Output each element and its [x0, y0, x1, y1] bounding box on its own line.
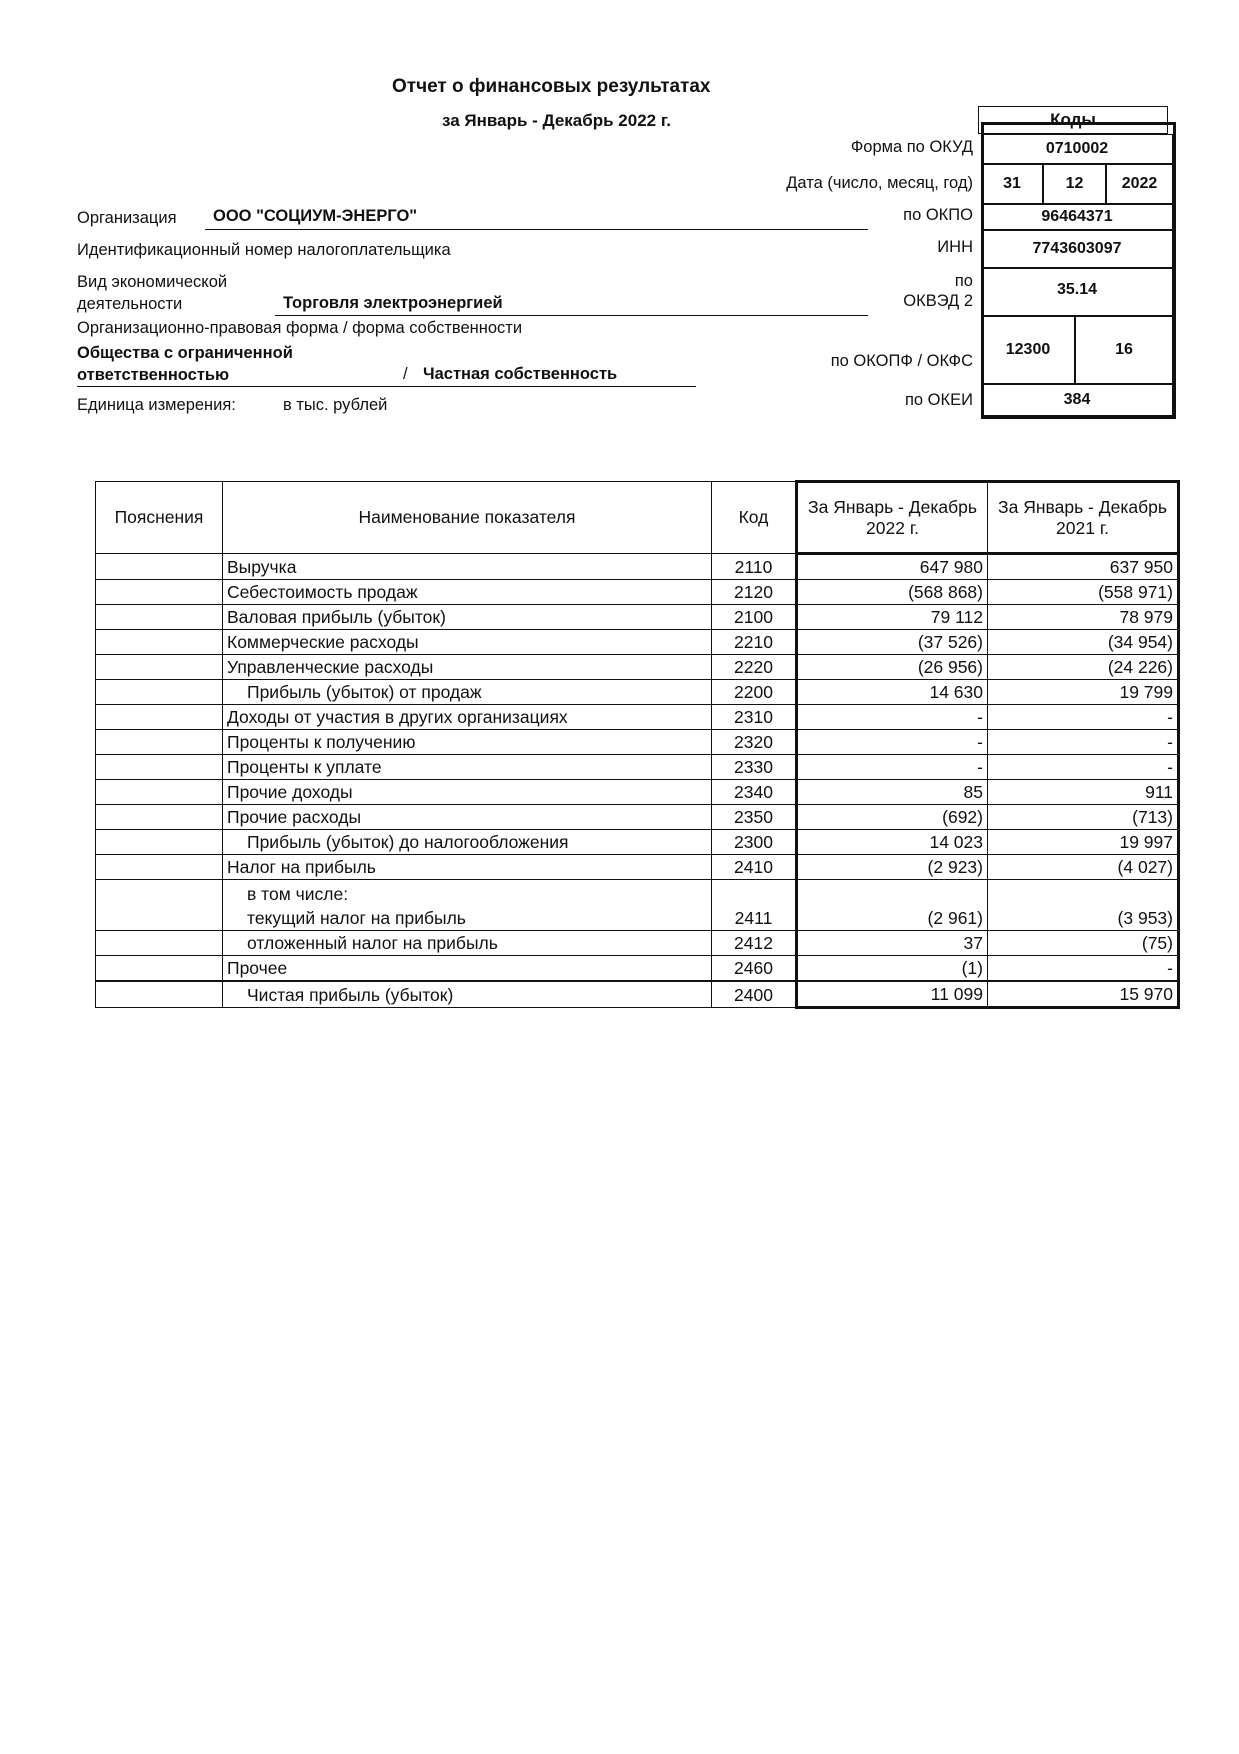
row-value-2021: 911	[988, 780, 1179, 805]
inn-code-label: ИНН	[937, 238, 973, 256]
row-value-2022: 37	[797, 931, 988, 956]
table-row	[96, 730, 1179, 755]
row-value-2022: 14 023	[797, 830, 988, 855]
row-value-2021: (34 954)	[988, 630, 1179, 655]
row-name-text: Чистая прибыль (убыток)	[247, 985, 454, 1005]
codes-heading: Коды	[978, 106, 1168, 134]
table-row	[96, 605, 1179, 630]
row-name: Прочее	[223, 956, 712, 982]
row-value-2021: (4 027)	[988, 855, 1179, 880]
row-name-text: Прибыль (убыток) до налогообложения	[247, 832, 569, 852]
row-expl	[96, 655, 223, 680]
row-name-text: отложенный налог на прибыль	[247, 933, 498, 953]
row-code: 2350	[712, 805, 797, 830]
row-value-2021: 15 970	[988, 981, 1179, 1008]
table-row	[96, 755, 1179, 780]
row-expl	[96, 855, 223, 880]
row-value-2022: 85	[797, 780, 988, 805]
row-name: Коммерческие расходы	[223, 630, 712, 655]
form-underline	[77, 386, 696, 387]
row-expl	[96, 880, 223, 931]
row-value-2021: (24 226)	[988, 655, 1179, 680]
date-month: 12	[1043, 164, 1106, 204]
row-expl	[96, 605, 223, 630]
header-expl: Пояснения	[96, 482, 223, 554]
ownership-value: Частная собственность	[423, 365, 618, 383]
okved-label-1: по	[954, 272, 973, 290]
row-code: 2460	[712, 956, 797, 982]
row-expl	[96, 780, 223, 805]
row-value-2022: (37 526)	[797, 630, 988, 655]
okpo-label: по ОКПО	[903, 206, 973, 224]
row-name: Прочие доходы	[223, 780, 712, 805]
row-value-2022: (692)	[797, 805, 988, 830]
row-name	[223, 931, 712, 956]
table-row	[96, 630, 1179, 655]
okei-value: 384	[981, 384, 1173, 416]
row-value-2022: -	[797, 705, 988, 730]
row-name-text: текущий налог на прибыль	[247, 908, 466, 928]
date-label: Дата (число, месяц, год)	[786, 174, 973, 192]
row-name-text: Прибыль (убыток) от продаж	[247, 682, 482, 702]
table-row	[96, 880, 1179, 931]
row-value-2022: 11 099	[797, 981, 988, 1008]
row-code: 2120	[712, 580, 797, 605]
unit-value: в тыс. рублей	[283, 396, 388, 414]
form-label: Организационно-правовая форма / форма собственности	[77, 319, 523, 337]
row-expl	[96, 931, 223, 956]
row-name: Выручка	[223, 554, 712, 580]
okud-value: 0710002	[981, 134, 1173, 164]
row-value-2022: (26 956)	[797, 655, 988, 680]
row-name	[223, 830, 712, 855]
okfs-value: 16	[1075, 316, 1173, 384]
row-code: 2110	[712, 554, 797, 580]
row-name	[223, 981, 712, 1008]
row-value-2022: 647 980	[797, 554, 988, 580]
row-value-2022: (2 923)	[797, 855, 988, 880]
date-year: 2022	[1106, 164, 1173, 204]
table-row	[96, 655, 1179, 680]
form-separator: /	[403, 365, 408, 383]
row-expl	[96, 554, 223, 580]
table-row	[96, 830, 1179, 855]
row-code: 2400	[712, 981, 797, 1008]
row-code: 2330	[712, 755, 797, 780]
table-row	[96, 931, 1179, 956]
row-expl	[96, 680, 223, 705]
table-row	[96, 780, 1179, 805]
okpo-value: 96464371	[981, 204, 1173, 230]
header-code: Код	[712, 482, 797, 554]
org-underline	[205, 229, 868, 230]
table-row	[96, 981, 1179, 1008]
row-value-2022: 79 112	[797, 605, 988, 630]
row-code: 2310	[712, 705, 797, 730]
okved-value: 35.14	[981, 268, 1173, 316]
row-value-2021: -	[988, 705, 1179, 730]
header-col2: За Январь - Декабрь 2021 г.	[988, 482, 1179, 554]
report-title: Отчет о финансовых результатах	[392, 76, 711, 97]
row-expl	[96, 755, 223, 780]
row-value-2022: -	[797, 730, 988, 755]
activity-label-1: Вид экономической	[77, 273, 228, 291]
unit-label: Единица измерения:	[77, 396, 236, 414]
row-expl	[96, 956, 223, 982]
row-code: 2220	[712, 655, 797, 680]
row-code: 2210	[712, 630, 797, 655]
row-code: 2200	[712, 680, 797, 705]
row-value-2021: (558 971)	[988, 580, 1179, 605]
org-label: Организация	[77, 209, 177, 227]
row-value-2021: -	[988, 956, 1179, 982]
activity-value: Торговля электроэнергией	[283, 294, 503, 312]
row-expl	[96, 805, 223, 830]
table-row	[96, 580, 1179, 605]
activity-label-2: деятельности	[77, 295, 183, 313]
row-value-2021: (3 953)	[988, 880, 1179, 931]
row-name: Доходы от участия в других организациях	[223, 705, 712, 730]
row-name: Прочие расходы	[223, 805, 712, 830]
row-expl	[96, 630, 223, 655]
org-name: ООО "СОЦИУМ-ЭНЕРГО"	[213, 207, 418, 225]
activity-underline	[275, 315, 868, 316]
row-name: Налог на прибыль	[223, 855, 712, 880]
okopf-label: по ОКОПФ / ОКФС	[830, 352, 973, 370]
row-name: Проценты к уплате	[223, 755, 712, 780]
row-name: Валовая прибыль (убыток)	[223, 605, 712, 630]
form-value-2: ответственностью	[77, 366, 230, 384]
okud-label: Форма по ОКУД	[850, 138, 973, 156]
row-expl	[96, 981, 223, 1008]
row-value-2021: (713)	[988, 805, 1179, 830]
row-name-pre: в том числе:	[247, 884, 349, 904]
row-value-2021: 637 950	[988, 554, 1179, 580]
inn-value: 7743603097	[981, 230, 1173, 268]
okved-label-2: ОКВЭД 2	[903, 292, 973, 310]
date-day: 31	[981, 164, 1043, 204]
table-row	[96, 554, 1179, 580]
row-expl	[96, 580, 223, 605]
form-value-1: Общества с ограниченной	[77, 344, 293, 362]
row-code: 2100	[712, 605, 797, 630]
row-expl	[96, 730, 223, 755]
row-value-2021: -	[988, 730, 1179, 755]
row-expl	[96, 830, 223, 855]
row-code: 2320	[712, 730, 797, 755]
row-value-2021: 78 979	[988, 605, 1179, 630]
row-value-2021: 19 997	[988, 830, 1179, 855]
row-code: 2411	[712, 880, 797, 931]
row-expl	[96, 705, 223, 730]
row-name	[223, 880, 712, 931]
table-row	[96, 705, 1179, 730]
row-value-2022: 14 630	[797, 680, 988, 705]
row-value-2022: (1)	[797, 956, 988, 982]
row-value-2021: -	[988, 755, 1179, 780]
table-row	[96, 805, 1179, 830]
row-value-2022: (2 961)	[797, 880, 988, 931]
row-name: Управленческие расходы	[223, 655, 712, 680]
row-value-2022: -	[797, 755, 988, 780]
row-name: Проценты к получению	[223, 730, 712, 755]
row-value-2022: (568 868)	[797, 580, 988, 605]
row-code: 2412	[712, 931, 797, 956]
table-header-row	[96, 482, 1179, 554]
row-value-2021: 19 799	[988, 680, 1179, 705]
inn-label: Идентификационный номер налогоплательщика	[77, 241, 451, 259]
row-name	[223, 680, 712, 705]
header-name: Наименование показателя	[223, 482, 712, 554]
row-code: 2300	[712, 830, 797, 855]
okopf-value: 12300	[981, 316, 1075, 384]
financial-results-table	[95, 480, 1180, 1009]
row-name: Себестоимость продаж	[223, 580, 712, 605]
okei-label: по ОКЕИ	[904, 391, 973, 409]
table-row	[96, 956, 1179, 982]
report-period: за Январь - Декабрь 2022 г.	[442, 111, 671, 130]
header-col1: За Январь - Декабрь 2022 г.	[797, 482, 988, 554]
row-code: 2340	[712, 780, 797, 805]
table-row	[96, 855, 1179, 880]
row-value-2021: (75)	[988, 931, 1179, 956]
row-code: 2410	[712, 855, 797, 880]
table-row	[96, 680, 1179, 705]
